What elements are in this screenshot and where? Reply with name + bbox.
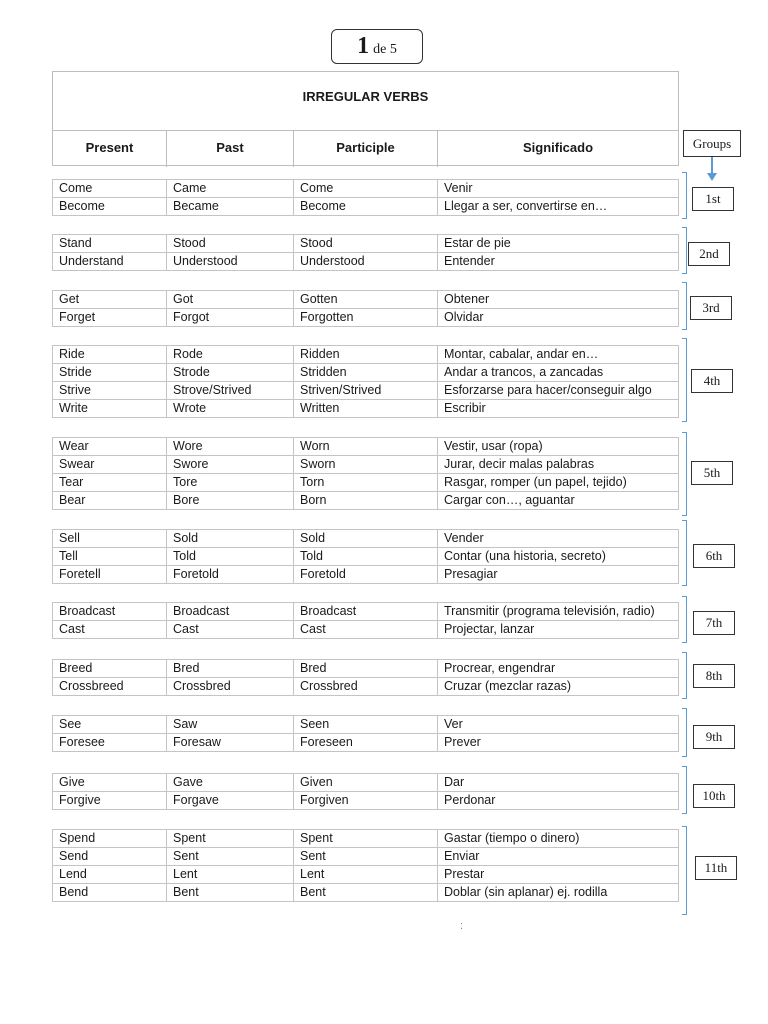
cell-significado: Dar xyxy=(444,775,465,789)
cell-past: Gave xyxy=(167,774,294,791)
arrow-head-icon xyxy=(707,173,717,181)
column-headers xyxy=(53,130,678,167)
cell-significado: Rasgar, romper (un papel, tejido) xyxy=(444,475,627,489)
cell-present: Breed xyxy=(53,660,167,677)
cell-past: Saw xyxy=(167,716,294,733)
group-bracket xyxy=(682,338,687,422)
cell-past: Told xyxy=(167,548,294,565)
cell-participle: Striven/Strived xyxy=(294,382,438,399)
group-label: 7th xyxy=(693,611,735,635)
cell-present: Ride xyxy=(53,346,167,363)
cell-past: Wrote xyxy=(167,400,294,417)
cell-participle: Stridden xyxy=(294,364,438,381)
cell-participle: Forgiven xyxy=(294,792,438,809)
cell-significado: Entender xyxy=(444,254,495,268)
group-bracket xyxy=(682,227,687,274)
cell-significado: Vestir, usar (ropa) xyxy=(444,439,543,453)
group-label: 2nd xyxy=(688,242,730,266)
cell-past: Swore xyxy=(167,456,294,473)
group-label: 3rd xyxy=(690,296,732,320)
cell-significado: Prever xyxy=(444,735,481,749)
cell-present: Foresee xyxy=(53,734,167,751)
table-row xyxy=(52,847,679,866)
cell-present: Get xyxy=(53,291,167,308)
cell-significado: Cargar con…, aguantar xyxy=(444,493,575,507)
cell-participle: Broadcast xyxy=(294,603,438,620)
cell-past: Understood xyxy=(167,253,294,270)
cell-participle: Seen xyxy=(294,716,438,733)
cell-participle: Sold xyxy=(294,530,438,547)
cell-participle: Come xyxy=(294,180,438,197)
cell-present: Tell xyxy=(53,548,167,565)
page-number-box xyxy=(331,29,423,64)
table-row xyxy=(52,473,679,492)
table-row xyxy=(52,547,679,566)
groups-label: Groups xyxy=(683,130,741,157)
cell-participle: Stood xyxy=(294,235,438,252)
cell-significado: Prestar xyxy=(444,867,485,881)
cell-significado: Ver xyxy=(444,717,463,731)
cell-past: Forgave xyxy=(167,792,294,809)
cell-present: Strive xyxy=(53,382,167,399)
verb-group xyxy=(52,773,679,810)
cell-present: Wear xyxy=(53,438,167,455)
table-row xyxy=(52,865,679,884)
footer-mark: : xyxy=(460,920,464,932)
cell-participle: Forgotten xyxy=(294,309,438,326)
cell-present: Become xyxy=(53,198,167,215)
cell-participle: Bent xyxy=(294,884,438,901)
cell-significado: Transmitir (programa televisión, radio) xyxy=(444,604,655,618)
cell-significado: Cruzar (mezclar razas) xyxy=(444,679,572,693)
cell-significado: Perdonar xyxy=(444,793,496,807)
cell-participle: Lent xyxy=(294,866,438,883)
cell-participle: Bred xyxy=(294,660,438,677)
cell-past: Forgot xyxy=(167,309,294,326)
page-title: IRREGULAR VERBS xyxy=(302,89,429,104)
cell-present: Send xyxy=(53,848,167,865)
cell-significado: Doblar (sin aplanar) ej. rodilla xyxy=(444,885,608,899)
table-row xyxy=(52,602,679,621)
table-header xyxy=(52,71,679,166)
group-label: 6th xyxy=(693,544,735,568)
group-label: 4th xyxy=(691,369,733,393)
table-row xyxy=(52,290,679,309)
column-header-past: Past xyxy=(167,131,294,167)
table-row xyxy=(52,437,679,456)
cell-participle: Foreseen xyxy=(294,734,438,751)
table-row xyxy=(52,399,679,418)
page-total: de 5 xyxy=(373,42,397,57)
cell-present: Give xyxy=(53,774,167,791)
cell-participle: Spent xyxy=(294,830,438,847)
table-row xyxy=(52,308,679,327)
group-label: 11th xyxy=(695,856,737,880)
cell-present: Foretell xyxy=(53,566,167,583)
cell-participle: Foretold xyxy=(294,566,438,583)
column-header-present: Present xyxy=(53,131,167,167)
cell-participle: Gotten xyxy=(294,291,438,308)
cell-participle: Told xyxy=(294,548,438,565)
verb-group xyxy=(52,829,679,902)
cell-past: Became xyxy=(167,198,294,215)
cell-past: Bent xyxy=(167,884,294,901)
group-label: 9th xyxy=(693,725,735,749)
cell-past: Strove/Strived xyxy=(167,382,294,399)
cell-participle: Crossbred xyxy=(294,678,438,695)
table-row xyxy=(52,529,679,548)
verb-group xyxy=(52,290,679,327)
table-row xyxy=(52,829,679,848)
cell-present: Lend xyxy=(53,866,167,883)
table-row xyxy=(52,565,679,584)
table-row xyxy=(52,381,679,400)
cell-participle: Sworn xyxy=(294,456,438,473)
cell-past: Came xyxy=(167,180,294,197)
cell-participle: Born xyxy=(294,492,438,509)
cell-past: Bred xyxy=(167,660,294,677)
cell-past: Spent xyxy=(167,830,294,847)
cell-present: Come xyxy=(53,180,167,197)
group-label: 10th xyxy=(693,784,735,808)
cell-present: Broadcast xyxy=(53,603,167,620)
cell-significado: Montar, cabalar, andar en… xyxy=(444,347,599,361)
cell-significado: Vender xyxy=(444,531,484,545)
group-bracket xyxy=(682,652,687,699)
group-bracket xyxy=(682,708,687,757)
cell-present: Bend xyxy=(53,884,167,901)
column-header-participle: Participle xyxy=(294,131,438,167)
verb-group xyxy=(52,437,679,510)
table-row xyxy=(52,363,679,382)
cell-past: Sent xyxy=(167,848,294,865)
group-label: 5th xyxy=(691,461,733,485)
verb-group xyxy=(52,715,679,752)
cell-present: Write xyxy=(53,400,167,417)
group-bracket xyxy=(682,766,687,814)
table-row xyxy=(52,234,679,253)
cell-past: Cast xyxy=(167,621,294,638)
cell-participle: Sent xyxy=(294,848,438,865)
cell-significado: Escribir xyxy=(444,401,486,415)
cell-present: Sell xyxy=(53,530,167,547)
table-row xyxy=(52,491,679,510)
table-row xyxy=(52,252,679,271)
cell-significado: Esforzarse para hacer/conseguir algo xyxy=(444,383,652,397)
table-row xyxy=(52,659,679,678)
cell-present: Forgive xyxy=(53,792,167,809)
cell-present: Forget xyxy=(53,309,167,326)
verb-group xyxy=(52,234,679,271)
group-bracket xyxy=(682,520,687,586)
cell-participle: Cast xyxy=(294,621,438,638)
table-row xyxy=(52,455,679,474)
cell-past: Strode xyxy=(167,364,294,381)
cell-past: Foretold xyxy=(167,566,294,583)
table-row xyxy=(52,179,679,198)
table-row xyxy=(52,345,679,364)
table-row xyxy=(52,791,679,810)
table-row xyxy=(52,197,679,216)
group-label: 1st xyxy=(692,187,734,211)
cell-significado: Llegar a ser, convertirse en… xyxy=(444,199,608,213)
verb-group xyxy=(52,659,679,696)
group-bracket xyxy=(682,172,687,219)
cell-significado: Olvidar xyxy=(444,310,484,324)
group-label: 8th xyxy=(693,664,735,688)
cell-present: Bear xyxy=(53,492,167,509)
cell-present: Tear xyxy=(53,474,167,491)
cell-past: Stood xyxy=(167,235,294,252)
cell-significado: Jurar, decir malas palabras xyxy=(444,457,595,471)
cell-significado: Gastar (tiempo o dinero) xyxy=(444,831,580,845)
cell-significado: Presagiar xyxy=(444,567,498,581)
verb-group xyxy=(52,179,679,216)
cell-significado: Obtener xyxy=(444,292,490,306)
cell-significado: Enviar xyxy=(444,849,480,863)
cell-past: Tore xyxy=(167,474,294,491)
cell-significado: Andar a trancos, a zancadas xyxy=(444,365,604,379)
cell-past: Lent xyxy=(167,866,294,883)
table-row xyxy=(52,773,679,792)
cell-past: Foresaw xyxy=(167,734,294,751)
group-bracket xyxy=(682,282,687,330)
cell-past: Got xyxy=(167,291,294,308)
verb-group xyxy=(52,345,679,418)
cell-participle: Worn xyxy=(294,438,438,455)
verb-group xyxy=(52,529,679,584)
cell-present: Understand xyxy=(53,253,167,270)
table-row xyxy=(52,715,679,734)
cell-participle: Written xyxy=(294,400,438,417)
cell-significado: Contar (una historia, secreto) xyxy=(444,549,606,563)
cell-participle: Torn xyxy=(294,474,438,491)
cell-participle: Given xyxy=(294,774,438,791)
table-row xyxy=(52,883,679,902)
cell-significado: Venir xyxy=(444,181,473,195)
cell-present: Stride xyxy=(53,364,167,381)
cell-significado: Procrear, engendrar xyxy=(444,661,556,675)
cell-significado: Projectar, lanzar xyxy=(444,622,535,636)
cell-participle: Understood xyxy=(294,253,438,270)
cell-participle: Ridden xyxy=(294,346,438,363)
table-row xyxy=(52,677,679,696)
cell-present: Stand xyxy=(53,235,167,252)
page-number: 1 xyxy=(357,33,370,59)
cell-present: Swear xyxy=(53,456,167,473)
group-bracket xyxy=(682,432,687,516)
cell-significado: Estar de pie xyxy=(444,236,511,250)
cell-past: Sold xyxy=(167,530,294,547)
group-bracket xyxy=(682,826,687,915)
cell-present: Crossbreed xyxy=(53,678,167,695)
table-row xyxy=(52,620,679,639)
cell-past: Bore xyxy=(167,492,294,509)
cell-past: Broadcast xyxy=(167,603,294,620)
cell-participle: Become xyxy=(294,198,438,215)
cell-present: Spend xyxy=(53,830,167,847)
column-header-significado: Significado xyxy=(522,140,594,155)
verb-group xyxy=(52,602,679,639)
cell-past: Crossbred xyxy=(167,678,294,695)
cell-past: Wore xyxy=(167,438,294,455)
cell-present: See xyxy=(53,716,167,733)
group-bracket xyxy=(682,596,687,643)
cell-past: Rode xyxy=(167,346,294,363)
cell-present: Cast xyxy=(53,621,167,638)
arrow-down-icon xyxy=(711,157,713,173)
table-row xyxy=(52,733,679,752)
